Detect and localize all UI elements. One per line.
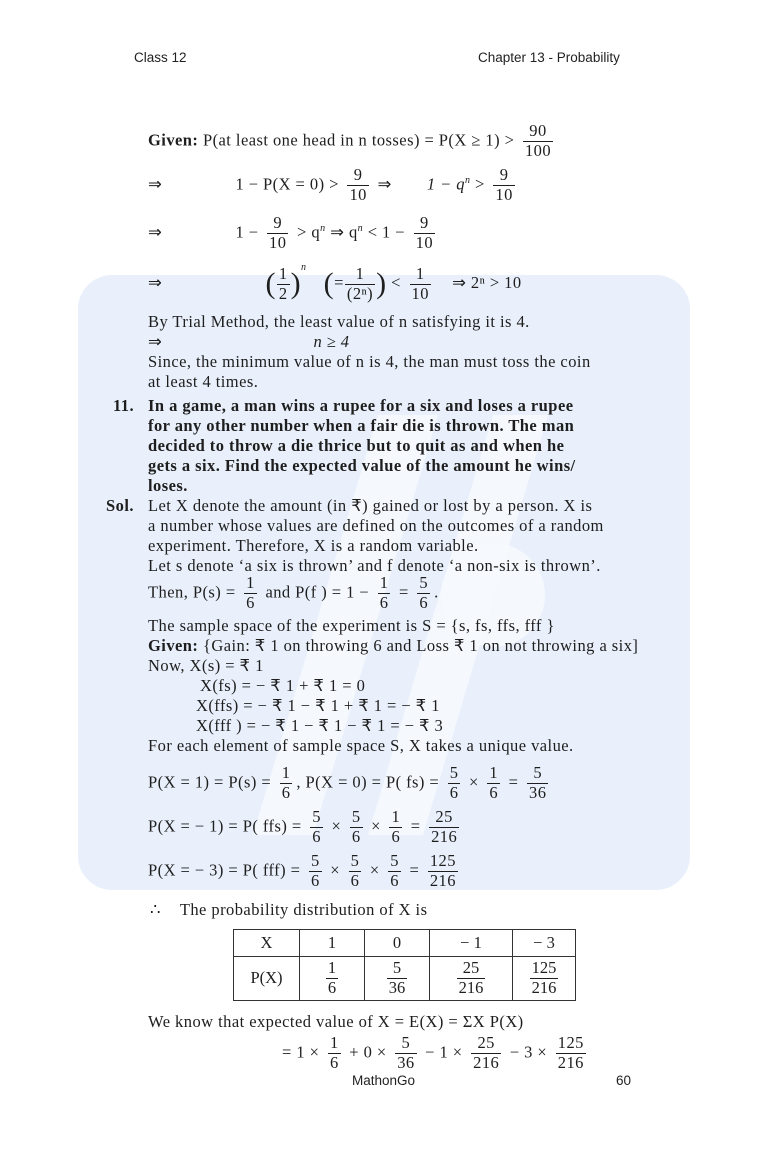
table-header-px: P(X) — [234, 957, 300, 1001]
fraction: $\frac{5}{6}$ — [351, 807, 361, 846]
fraction: $\frac{5}{36}$ — [397, 1033, 415, 1072]
table-cell: $\frac{25}{216}$ — [430, 957, 513, 1001]
fraction: $\frac{125}{216}$ — [557, 1033, 584, 1072]
step-line-1: ⇒ 1 − P(X = 0) > $\frac{9}{10}$ ⇒ $1 - q^n$ > $\frac{9}{10}$ — [148, 165, 513, 204]
given-label: Given: — [148, 130, 199, 150]
therefore-icon: ∴ — [150, 900, 161, 919]
step-line-3: ⇒ ( $\frac{1}{2}$ )$^n$ (= $\frac{1}{\text{(2ⁿ)}}$ ) < $\frac{1}{10}$ ⇒ 2ⁿ > 10 — [148, 262, 522, 303]
fraction: $\frac{1}{6}$ — [246, 573, 255, 612]
expected-calc-line: = 1 × $\frac{1}{6}$ + 0 × $\frac{5}{36}$ − 1 × $\frac{25}{216}$ − 3 × $\frac{125}{216}$ — [282, 1033, 584, 1072]
n-line: ⇒ n ≥ 4 — [148, 332, 350, 351]
fraction: $\frac{5}{6}$ — [310, 851, 320, 890]
fraction: $\frac{9}{10}$ — [349, 165, 367, 204]
fraction: $\frac{1}{2}$ — [278, 263, 288, 303]
table-cell: $\frac{1}{6}$ — [300, 957, 365, 1001]
value-line-4: X(fff ) = − ₹ 1 − ₹ 1 − ₹ 1 = − ₹ 3 — [196, 716, 444, 735]
fraction: $\frac{9}{10}$ — [415, 213, 434, 252]
fraction: $\frac{1}{10}$ — [411, 263, 429, 303]
question-line-3: decided to throw a die thrice but to quit as and when he — [148, 436, 565, 455]
sample-space-line: The sample space of the experiment is S = {s, fs, ffs, fff } — [148, 616, 555, 635]
implies-arrow: ⇒ — [148, 174, 163, 194]
solution-line-3: experiment. Therefore, X is a random variable. — [148, 536, 479, 555]
fraction: $\frac{25}{216}$ — [473, 1033, 500, 1072]
table-cell: 1 — [300, 930, 365, 957]
table-header-x: X — [234, 930, 300, 957]
value-line-3: X(ffs) = − ₹ 1 − ₹ 1 + ₹ 1 = − ₹ 1 — [196, 696, 440, 715]
given-gain-line: Given: {Gain: ₹ 1 on throwing 6 and Loss ₹ 1 on not throwing a six] — [148, 636, 639, 655]
question-number: 11. — [113, 396, 135, 415]
table-cell: − 3 — [513, 930, 576, 957]
fraction: $\frac{5}{6}$ — [390, 851, 399, 890]
therefore-line: ∴ The probability distribution of X is — [150, 900, 428, 919]
given-text: P(at least one head in n tosses) = P(X ≥ 1) > — [202, 130, 515, 150]
header-chapter: Chapter 13 - Probability — [478, 50, 620, 65]
question-line-2: for any other number when a fair die is thrown. The man — [148, 416, 575, 435]
fraction: $\frac{1}{6}$ — [281, 763, 291, 802]
expected-value-line: We know that expected value of X = E(X) = ΣX P(X) — [148, 1012, 524, 1031]
fraction: $\frac{1}{6}$ — [391, 807, 401, 846]
conclusion-line-2: at least 4 times. — [148, 372, 259, 391]
fraction: $\frac{5}{6}$ — [312, 807, 321, 846]
fraction: $\frac{5}{6}$ — [419, 573, 429, 612]
fraction: $\frac{1}{6}$ — [379, 573, 389, 612]
fraction: $\frac{5}{6}$ — [449, 763, 459, 802]
table-cell: $\frac{5}{36}$ — [365, 957, 430, 1001]
footer-brand: MathonGo — [352, 1073, 416, 1088]
implies-arrow: ⇒ — [148, 222, 163, 242]
given-line — [148, 122, 557, 161]
fraction: $\frac{9}{10}$ — [495, 165, 513, 204]
fraction: $\frac{25}{216}$ — [431, 807, 458, 846]
question-line-1: In a game, a man wins a rupee for a six and loses a rupee — [148, 396, 574, 415]
table-cell: − 1 — [430, 930, 513, 957]
fraction: $\frac{1}{6}$ — [489, 763, 499, 802]
table-cell: 0 — [365, 930, 430, 957]
table-row — [234, 930, 576, 957]
question-line-5: loses. — [148, 476, 188, 495]
table-row — [234, 957, 576, 1001]
trial-method-line: By Trial Method, the least value of n satisfying it is 4. — [148, 312, 530, 331]
solution-label: Sol. — [106, 496, 134, 515]
conclusion-line-1: Since, the minimum value of n is 4, the man must toss the coin — [148, 352, 591, 371]
fraction: $\frac{9}{10}$ — [269, 213, 287, 252]
fraction: $\frac{125}{216}$ — [429, 851, 456, 890]
value-line-2: X(fs) = − ₹ 1 + ₹ 1 = 0 — [200, 676, 366, 695]
solution-line-1: Let X denote the amount (in ₹) gained or lost by a person. X is — [148, 496, 593, 515]
step-line-2: ⇒ 1 − $\frac{9}{10}$ > $q^n$ ⇒ $q^n < 1$ − $\frac{9}{10}$ — [148, 213, 434, 252]
fraction: $\frac{1}{\text{(2ⁿ)}}$ — [346, 263, 374, 303]
solution-line-2: a number whose values are defined on the outcomes of a random — [148, 516, 604, 535]
header-class: Class 12 — [134, 50, 187, 65]
page-number: 60 — [616, 1073, 632, 1088]
probability-distribution-table — [233, 929, 576, 1001]
implies-arrow: ⇒ — [148, 273, 163, 292]
prob-line-1: P(X = 1) = P(s) = $\frac{1}{6}$ , P(X = 0) = P( fs) = $\frac{5}{6}$ × $\frac{1}{6}$ = $\frac{5}{36}$ — [148, 763, 547, 802]
fraction: $\frac{5}{6}$ — [350, 851, 360, 890]
question-line-4: gets a six. Find the expected value of the amount he wins/ — [148, 456, 576, 475]
fraction: $\frac{5}{36}$ — [529, 763, 547, 802]
fraction: $\frac{1}{6}$ — [329, 1033, 339, 1072]
value-line-1: Now, X(s) = ₹ 1 — [148, 656, 264, 675]
prob-line-3: P(X = − 3) = P( fff) = $\frac{5}{6}$ × $\frac{5}{6}$ × $\frac{5}{6}$ = $\frac{125}{216}$ — [148, 851, 456, 890]
prob-line-2: P(X = − 1) = P( ffs) = $\frac{5}{6}$ × $\frac{5}{6}$ × $\frac{1}{6}$ = $\frac{25}{216}$ — [148, 807, 458, 846]
unique-value-line: For each element of sample space S, X takes a unique value. — [148, 736, 574, 755]
solution-line-4: Let s denote ‘a six is thrown’ and f denote ‘a non-six is thrown’. — [148, 556, 601, 575]
fraction: $\frac{90}{100}$ — [524, 121, 552, 160]
table-cell: $\frac{125}{216}$ — [513, 957, 576, 1001]
then-line: Then, P(s) = $\frac{1}{6}$ and P(f ) = 1 − $\frac{1}{6}$ = $\frac{5}{6}$ . — [148, 573, 439, 612]
implies-arrow: ⇒ — [148, 332, 163, 351]
